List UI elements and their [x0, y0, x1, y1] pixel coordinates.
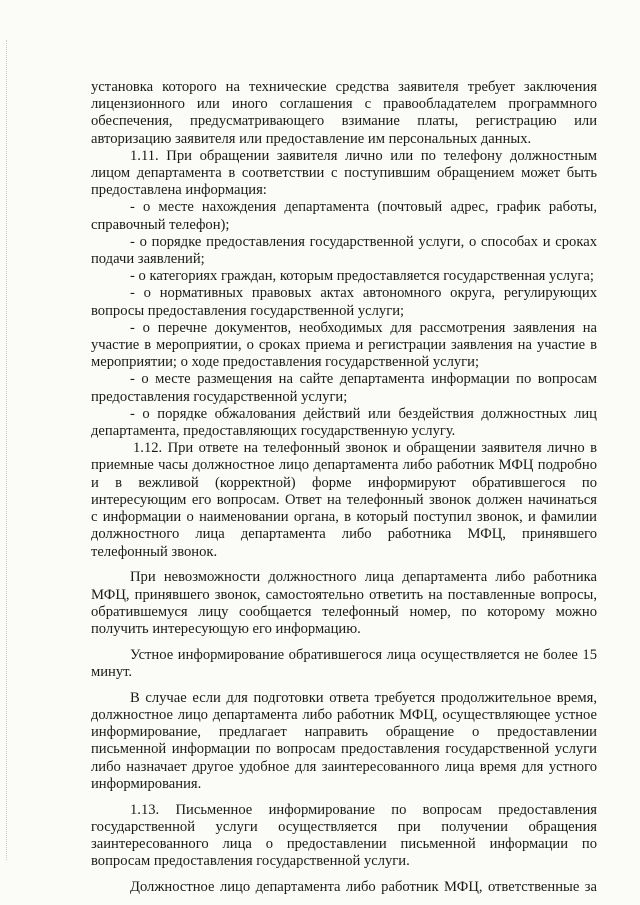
text-line: минут. [91, 664, 133, 680]
text-line: - о нормативных правовых актах автономного округа, регулирующих [130, 285, 597, 301]
text-line: должностного лица департамента либо работника МФЦ, принявшего [91, 526, 597, 542]
text-line: предоставления государственной услуги; [91, 389, 348, 405]
text-line: либо назначает другое удобное для заинтересованного лица время для устного [91, 759, 597, 775]
text-line: участие в мероприятии, о сроках приема и регистрации заявления на участие в [91, 337, 597, 353]
text-line: информирование, предлагает направить обращение о предоставлении [91, 724, 597, 740]
text-line: департамента, предоставляющих государственную услугу. [91, 423, 456, 439]
text-line: - о порядке предоставления государственной услуги, о способах и сроках [130, 234, 597, 250]
text-line: установка которого на технические средства заявителя требует заключения [91, 79, 597, 95]
text-line: приемные часы должностное лицо департамента либо работник МФЦ подробно [91, 457, 597, 473]
text-line: лицензионного или иного соглашения с правообладателем программного [91, 96, 597, 112]
text-line: интересующим его вопросам. Ответ на телефонный звонок должен начинаться [91, 492, 597, 508]
text-line: справочный телефон); [91, 217, 230, 233]
text-line: должностное лицо департамента либо работник МФЦ, осуществляющее устное [91, 707, 597, 723]
text-line: лицом департамента в соответствии с поступившим обращением может быть [91, 165, 597, 181]
text-line: - о месте нахождения департамента (почтовый адрес, график работы, [130, 199, 597, 215]
text-line: и в вежливой (корректной) форме информируют обратившегося по [91, 475, 597, 491]
text-line: В случае если для подготовки ответа требуется продолжительное время, [130, 690, 597, 706]
text-line: получить интересующую его информацию. [91, 621, 361, 637]
text-line: 1.13. Письменное информирование по вопросам предоставления [130, 802, 597, 818]
text-line: - о месте размещения на сайте департамента информации по вопросам [130, 371, 597, 387]
text-line: - о порядке обжалования действий или бездействия должностных лиц [130, 406, 597, 422]
text-line: государственной услуги осуществляется при получении обращения [91, 819, 597, 835]
text-line: Устное информирование обратившегося лица осуществляется не более 15 [130, 647, 597, 663]
text-line: письменной информации по вопросам предоставления государственной услуги [91, 741, 597, 757]
text-line: - о категориях граждан, которым предоставляется государственная услуга; [130, 268, 594, 284]
text-line: заинтересованного лица о предоставлении письменной информации по [91, 836, 597, 852]
scan-margin-marks [6, 40, 8, 860]
text-line: предоставлена информация: [91, 182, 267, 198]
text-line: авторизацию заявителя или предоставление им персональных данных. [91, 131, 532, 147]
text-line: телефонный звонок. [91, 544, 218, 560]
text-line: - о перечне документов, необходимых для рассмотрения заявления на [130, 320, 597, 336]
text-line: МФЦ, принявшего звонок, самостоятельно ответить на поставленные вопросы, [91, 587, 597, 603]
text-line: При невозможности должностного лица департамента либо работника [130, 569, 597, 585]
text-line: Должностное лицо департамента либо работник МФЦ, ответственные за [130, 879, 597, 895]
text-line: обеспечения, предусматривающего взимание платы, регистрацию или [91, 113, 597, 129]
text-line: 1.11. При обращении заявителя лично или по телефону должностным [130, 148, 597, 164]
text-line: мероприятии; о ходе предоставления государственной услуги; [91, 354, 480, 370]
text-line: обратившемуся лицу сообщается телефонный номер, по которому можно [91, 604, 597, 620]
text-line: информирования. [91, 776, 202, 792]
text-line: вопросы предоставления государственной услуги; [91, 303, 405, 319]
text-line: вопросам предоставления государственной услуги. [91, 853, 410, 869]
text-line: с информации о наименовании органа, в который поступил звонок, и фамилии [91, 509, 597, 525]
text-line: подачи заявлений; [91, 251, 205, 267]
text-line: 1.12. При ответе на телефонный звонок и обращении заявителя лично в [133, 440, 597, 456]
